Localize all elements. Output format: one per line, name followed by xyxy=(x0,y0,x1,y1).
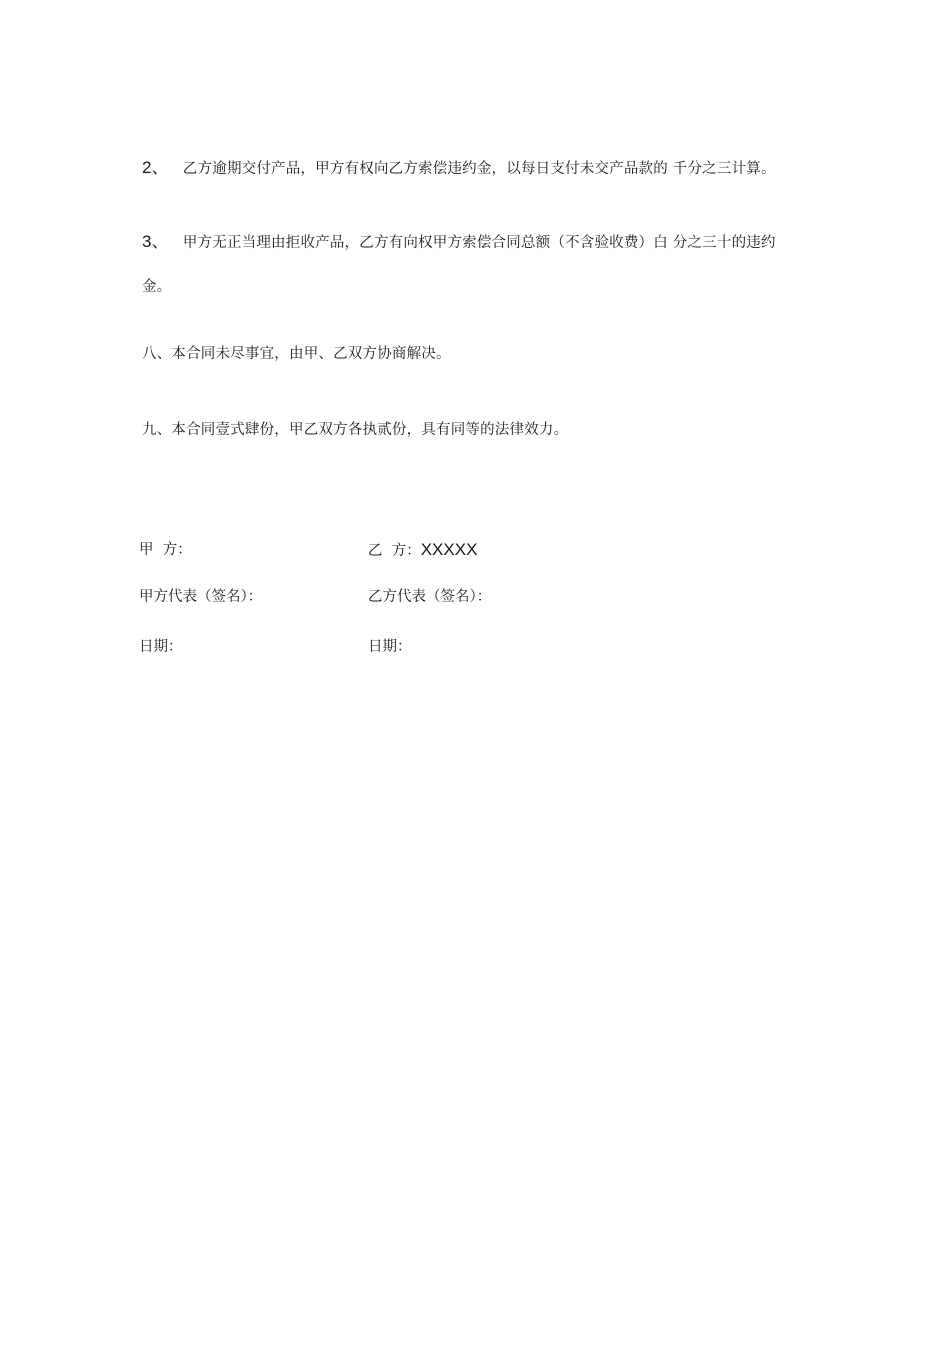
party-a-label: 甲 方： xyxy=(139,542,192,558)
party-b-date-label: 日期： xyxy=(368,639,412,655)
clause-3 xyxy=(142,220,792,309)
clause-3-number: 3、 xyxy=(142,232,169,251)
clause-3-text: 甲方无正当理由拒收产品，乙方有向权甲方索偿合同总额（不含验收费）白 分之三十的违约金。 xyxy=(142,235,776,295)
clause-2-text: 乙方逾期交付产品，甲方有权向乙方索偿违约金，以每日支付未交产品款的 千分之三计算。 xyxy=(182,161,776,177)
party-b-representative-label: 乙方代表（签名）： xyxy=(368,589,492,605)
clause-8 xyxy=(142,332,792,376)
clause-2-number: 2、 xyxy=(142,158,169,177)
clause-2 xyxy=(142,146,792,191)
party-b-line xyxy=(368,540,477,561)
party-b-label: 乙 方： xyxy=(368,543,421,559)
party-a-representative-label: 甲方代表（签名）： xyxy=(139,589,263,605)
party-b-name: XXXXX xyxy=(420,540,478,559)
party-a-date-label: 日期： xyxy=(139,639,183,655)
clause-9-text: 九、本合同壹式肆份，甲乙双方各执贰份，具有同等的法律效力。 xyxy=(142,422,569,438)
clause-8-text: 八、本合同未尽事宜，由甲、乙双方协商解决。 xyxy=(142,346,451,362)
clause-9 xyxy=(142,408,792,452)
